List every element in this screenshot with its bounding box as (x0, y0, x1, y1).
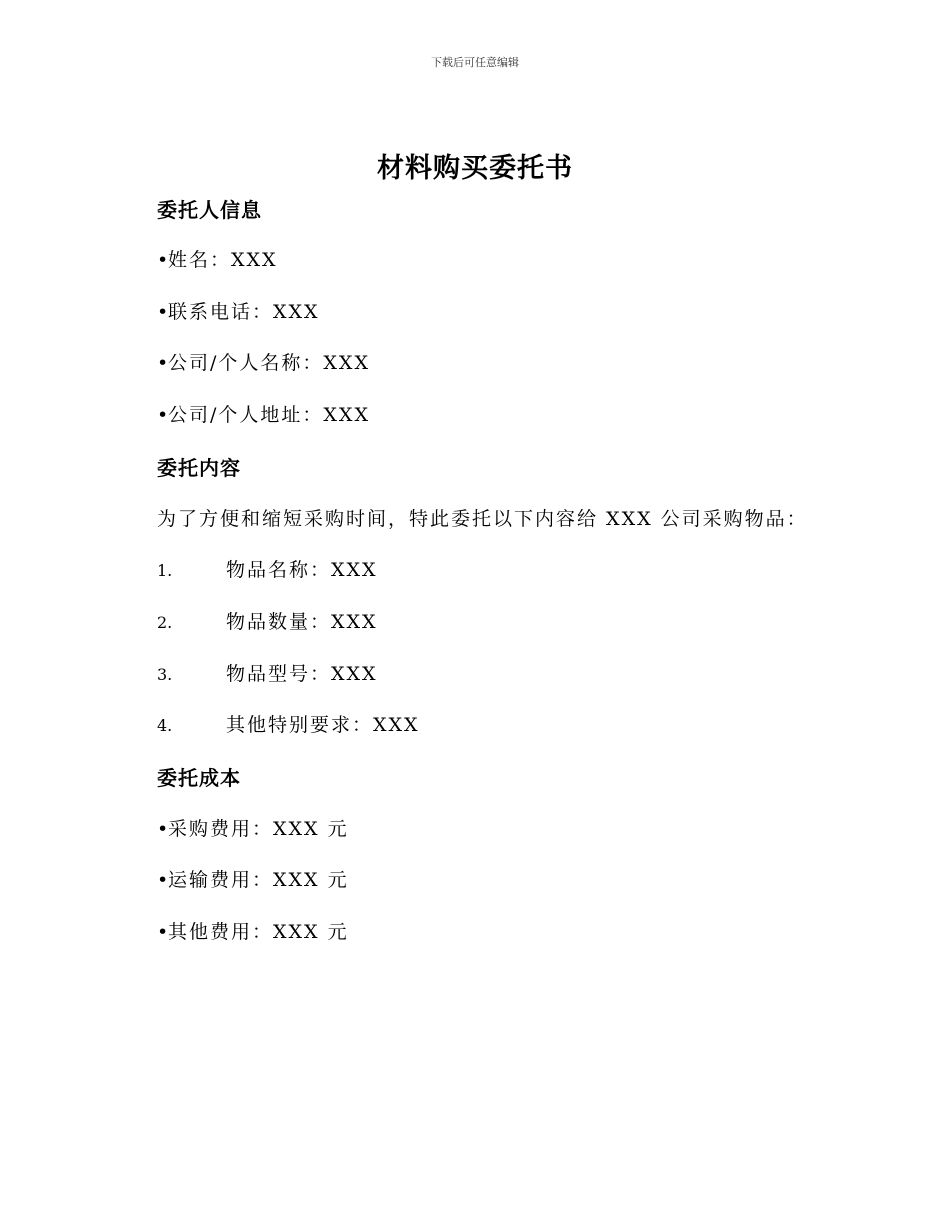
list-number: 1. (157, 561, 173, 580)
bullet-icon: • (157, 249, 169, 271)
cost-other-item (157, 917, 349, 944)
bullet-icon: • (157, 404, 169, 426)
cost-transport-item (157, 865, 349, 892)
document-title: 材料购买委托书 (377, 153, 573, 184)
content-item-text: 物品型号：XXX (226, 663, 378, 685)
client-name-text: 姓名：XXX (168, 249, 278, 271)
content-item-3 (157, 659, 378, 686)
client-address-item (157, 400, 370, 427)
client-company-name-text: 公司/个人名称：XXX (168, 352, 370, 374)
content-item-1 (157, 555, 378, 582)
bullet-icon: • (157, 352, 169, 374)
content-item-text: 物品名称：XXX (226, 559, 378, 581)
section-heading-cost: 委托成本 (157, 766, 241, 790)
content-item-text: 物品数量：XXX (226, 611, 378, 633)
content-item-2 (157, 607, 378, 634)
client-phone-text: 联系电话：XXX (168, 301, 320, 323)
list-number: 4. (157, 716, 173, 735)
cost-transport-text: 运输费用：XXX 元 (168, 869, 349, 891)
content-item-text: 其他特别要求：XXX (226, 714, 420, 736)
content-item-4 (157, 710, 420, 737)
bullet-icon: • (157, 869, 169, 891)
client-address-text: 公司/个人地址：XXX (168, 404, 370, 426)
client-name-item (157, 245, 278, 272)
page-header-note: 下载后可任意编辑 (431, 56, 519, 69)
bullet-icon: • (157, 921, 169, 943)
list-number: 3. (157, 665, 173, 684)
client-phone-item (157, 297, 320, 324)
bullet-icon: • (157, 818, 169, 840)
cost-purchase-text: 采购费用：XXX 元 (168, 818, 349, 840)
client-company-name-item (157, 348, 370, 375)
list-number: 2. (157, 613, 173, 632)
section-heading-content: 委托内容 (157, 456, 241, 480)
cost-purchase-item (157, 814, 349, 841)
section-heading-client-info: 委托人信息 (157, 198, 262, 222)
content-intro-paragraph: 为了方便和缩短采购时间，特此委托以下内容给 XXX 公司采购物品： (157, 508, 808, 530)
cost-other-text: 其他费用：XXX 元 (168, 921, 349, 943)
bullet-icon: • (157, 301, 169, 323)
